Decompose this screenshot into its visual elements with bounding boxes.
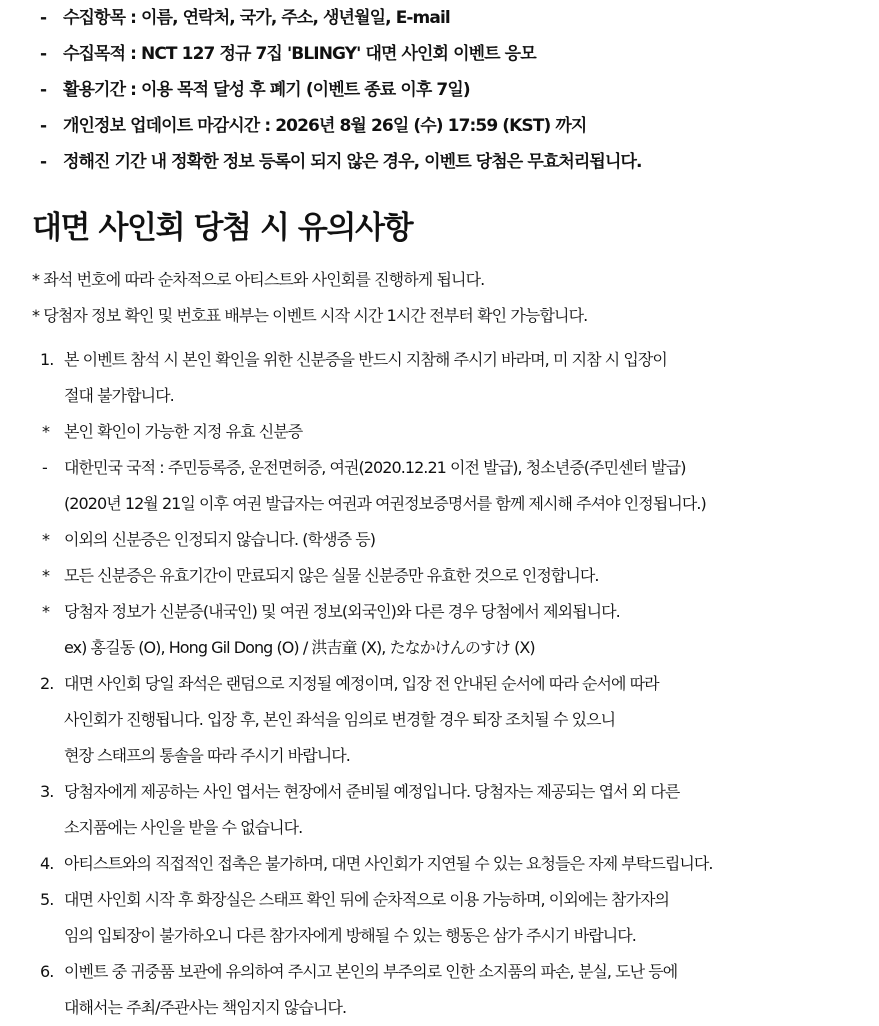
notice-note: * 당첨자 정보 확인 및 번호표 배부는 이벤트 시작 시간 1시간 전부터 확인 가능합니다.: [32, 306, 588, 325]
dash-bullet: -: [40, 44, 47, 64]
list-item: [40, 0, 642, 36]
rule-line: [40, 414, 713, 450]
rule-text: 이벤트 중 귀중품 보관에 유의하여 주시고 본인의 부주의로 인한 소지품의 파손, 분실, 도난 등에: [64, 962, 678, 981]
rule-text: 대해서는 주최/주관사는 책임지지 않습니다.: [64, 998, 347, 1017]
dash-bullet: -: [40, 8, 47, 28]
rule-line: [40, 486, 713, 522]
dash-bullet: -: [40, 152, 47, 172]
list-item: [40, 72, 642, 108]
rule-text: 본 이벤트 참석 시 본인 확인을 위한 신분증을 반드시 지참해 주시기 바라며, 미 지참 시 입장이: [64, 350, 667, 369]
rule-text: ex) 홍길동 (O), Hong Gil Dong (O) / 洪吉童 (X), たなかけんのすけ (X): [64, 638, 535, 657]
rule-text: 대한민국 국적 : 주민등록증, 운전면허증, 여권(2020.12.21 이전 발급), 청소년증(주민센터 발급): [64, 458, 686, 477]
dash-bullet: -: [40, 80, 47, 100]
rule-text: (2020년 12월 21일 이후 여권 발급자는 여권과 여권정보증명서를 함께 제시해 주셔야 인정됩니다.): [64, 494, 706, 513]
rule-text: 임의 입퇴장이 불가하오니 다른 참가자에게 방해될 수 있는 행동은 삼가 주시기 바랍니다.: [64, 926, 636, 945]
collection-item-text: 정해진 기간 내 정확한 정보 등록이 되지 않은 경우, 이벤트 당첨은 무효처리됩니다.: [63, 152, 642, 172]
collection-info-list: [40, 0, 642, 180]
rule-text: 절대 불가합니다.: [64, 386, 174, 405]
rule-marker: 1.: [40, 350, 54, 369]
rule-marker: *: [42, 602, 50, 621]
rule-line: [40, 810, 713, 846]
rule-marker: *: [42, 566, 50, 585]
rule-line: [40, 630, 713, 666]
rule-marker: 2.: [40, 674, 54, 693]
list-item: [40, 144, 642, 180]
rule-marker: *: [42, 422, 50, 441]
rule-text: 아티스트와의 직접적인 접촉은 불가하며, 대면 사인회가 지연될 수 있는 요청들은 자제 부탁드립니다.: [64, 854, 713, 873]
notice-note: * 좌석 번호에 따라 순차적으로 아티스트와 사인회를 진행하게 됩니다.: [32, 270, 485, 289]
rule-line: [40, 918, 713, 954]
rule-line: [40, 990, 713, 1026]
rule-marker: 3.: [40, 782, 54, 801]
rule-text: 사인회가 진행됩니다. 입장 후, 본인 좌석을 임의로 변경할 경우 퇴장 조치될 수 있으니: [64, 710, 616, 729]
list-item: [40, 108, 642, 144]
collection-item-text: 수집항목 : 이름, 연락처, 국가, 주소, 생년월일, E-mail: [63, 8, 450, 28]
rule-line: [40, 594, 713, 630]
rule-line: [40, 702, 713, 738]
rule-text: 모든 신분증은 유효기간이 만료되지 않은 실물 신분증만 유효한 것으로 인정합니다.: [64, 566, 599, 585]
rule-text: 당첨자 정보가 신분증(내국인) 및 여권 정보(외국인)와 다른 경우 당첨에서 제외됩니다.: [64, 602, 620, 621]
rule-line: [40, 738, 713, 774]
rule-marker: -: [42, 458, 47, 477]
rule-marker: 6.: [40, 962, 54, 981]
rule-line: [40, 522, 713, 558]
rule-marker: 4.: [40, 854, 54, 873]
rule-line: [40, 558, 713, 594]
list-item: [40, 36, 642, 72]
rule-line: [40, 882, 713, 918]
rule-text: 대면 사인회 시작 후 화장실은 스태프 확인 뒤에 순차적으로 이용 가능하며, 이외에는 참가자의: [64, 890, 669, 909]
rule-line: [40, 954, 713, 990]
rule-text: 소지품에는 사인을 받을 수 없습니다.: [64, 818, 303, 837]
rule-line: [40, 342, 713, 378]
collection-item-text: 활용기간 : 이용 목적 달성 후 폐기 (이벤트 종료 이후 7일): [63, 80, 470, 100]
rule-text: 이외의 신분증은 인정되지 않습니다. (학생증 등): [64, 530, 376, 549]
rule-marker: 5.: [40, 890, 54, 909]
rules-list: [40, 342, 713, 1026]
section-title: 대면 사인회 당첨 시 유의사항: [32, 210, 413, 246]
rule-text: 현장 스태프의 통솔을 따라 주시기 바랍니다.: [64, 746, 350, 765]
rule-line: [40, 846, 713, 882]
rule-line: [40, 774, 713, 810]
dash-bullet: -: [40, 116, 47, 136]
rule-line: [40, 378, 713, 414]
rule-line: [40, 666, 713, 702]
rule-text: 본인 확인이 가능한 지정 유효 신분증: [64, 422, 303, 441]
rule-line: [40, 450, 713, 486]
collection-item-text: 개인정보 업데이트 마감시간 : 2026년 8월 26일 (수) 17:59 (KST) 까지: [63, 116, 587, 136]
rule-text: 대면 사인회 당일 좌석은 랜덤으로 지정될 예정이며, 입장 전 안내된 순서에 따라 순서에 따라: [64, 674, 659, 693]
rule-marker: *: [42, 530, 50, 549]
collection-item-text: 수집목적 : NCT 127 정규 7집 'BLINGY' 대면 사인회 이벤트 응모: [63, 44, 536, 64]
notice-notes: [32, 262, 587, 334]
rule-text: 당첨자에게 제공하는 사인 엽서는 현장에서 준비될 예정입니다. 당첨자는 제공되는 엽서 외 다른: [64, 782, 680, 801]
